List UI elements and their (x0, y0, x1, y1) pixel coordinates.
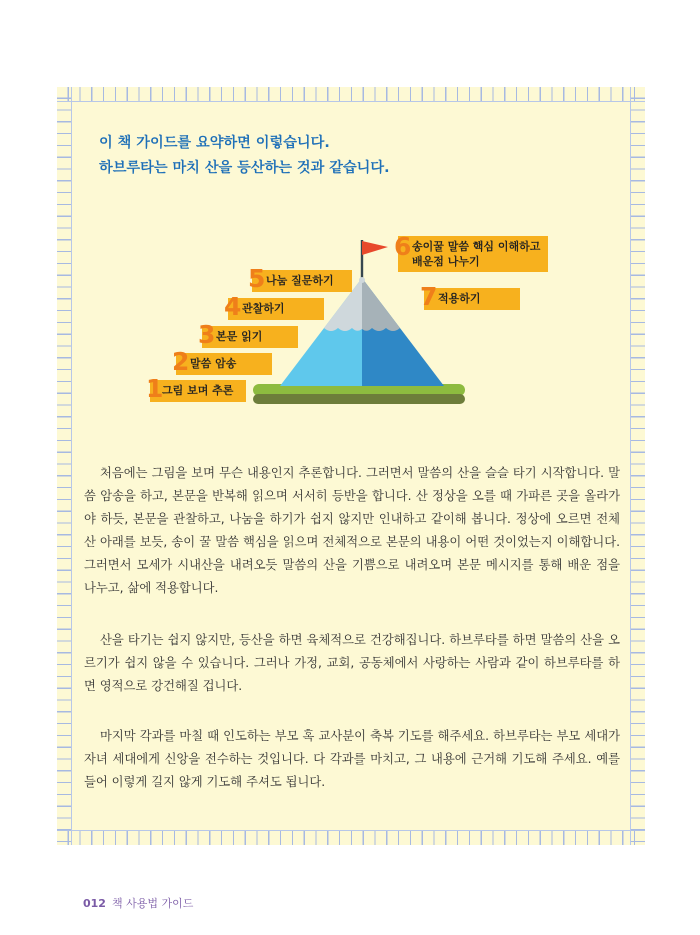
step-4 (224, 292, 324, 321)
step-4-label: 관찰하기 (242, 302, 285, 315)
snow-cap-right (362, 278, 400, 331)
panel-border-bottom (57, 830, 645, 845)
step-1 (146, 374, 246, 403)
ground-soil (253, 394, 465, 404)
step-2 (172, 347, 272, 376)
headline-line-1: 이 책 가이드를 요약하면 이렇습니다. (99, 135, 330, 151)
flag (362, 241, 388, 255)
headline-line-2: 하브루타는 마치 산을 등산하는 것과 같습니다. (99, 160, 390, 176)
panel-border-left (57, 87, 72, 845)
summary-headline (99, 131, 390, 181)
page-footer (83, 895, 193, 911)
paragraph-3: 마지막 각과를 마칠 때 인도하는 부모 혹 교사분이 축복 기도를 해주세요. 하브루타는 부모 세대가 자녀 세대에게 신앙을 전수하는 것입니다. 다 각과를 마치고, 그 내용에 근거해 기도해 주세요. 예를 들어 이렇게 길지 않게 기도해 주셔도 됩니다. (84, 729, 620, 789)
panel-border-top (57, 87, 645, 102)
step-6 (394, 232, 548, 272)
step-7 (420, 282, 520, 311)
step-3 (198, 320, 298, 349)
step-5-number: 5 (248, 264, 266, 293)
step-3-number: 3 (198, 320, 216, 349)
step-5-label: 나눔 질문하기 (266, 274, 334, 287)
mountain-illustration (140, 230, 560, 415)
step-6-number: 6 (394, 232, 412, 261)
paragraph-2: 산을 타기는 쉽지 않지만, 등산을 하면 육체적으로 건강해집니다. 하브루타를 하면 말씀의 산을 오르기가 쉽지 않을 수 있습니다. 그러나 가정, 교회, 공동체에서 사랑하는 사람과 같이 하브루타를 하면 영적으로 강건해질 겁니다. (84, 633, 620, 693)
paragraph-1: 처음에는 그림을 보며 무슨 내용인지 추론합니다. 그러면서 말씀의 산을 슬슬 타기 시작합니다. 말씀 암송을 하고, 본문을 반복해 읽으며 서서히 등반을 합니다. 산 정상을 오를 때 가파른 곳을 올라가야 하듯, 본문을 관찰하고, 나눔을 하기가 쉽지 않지만 인내하고 같이해 봅니다. 정상에 오르면 전체 산 아래를 보듯, 송이 꿀 말씀 핵심을 읽으며 전체적으로 본문의 내용이 어떤 것이었는지 이해합니다. 그러면서 모세가 시내산을 내려오듯 말씀의 산을 기쁨으로 내려오며 본문 메시지를 통해 배운 점을 나누고, 삶에 적용합니다. (84, 466, 620, 595)
step-1-number: 1 (146, 374, 164, 403)
step-2-label: 말씀 암송 (190, 357, 237, 370)
step-6-label-line-2: 배운점 나누기 (412, 255, 480, 268)
step-2-number: 2 (172, 347, 190, 376)
page-number: 012 (83, 897, 106, 910)
step-7-label: 적용하기 (438, 292, 481, 305)
panel-border-right (630, 87, 645, 845)
step-1-label: 그림 보며 추론 (162, 384, 234, 397)
step-7-number: 7 (420, 282, 438, 311)
step-4-number: 4 (224, 292, 242, 321)
step-5 (248, 264, 352, 293)
step-6-label-line-1: 송이꿀 말씀 핵심 이해하고 (412, 240, 541, 253)
flag-pole-base (359, 277, 365, 283)
step-3-label: 본문 읽기 (216, 330, 263, 343)
footer-section-title: 책 사용법 가이드 (111, 897, 194, 910)
